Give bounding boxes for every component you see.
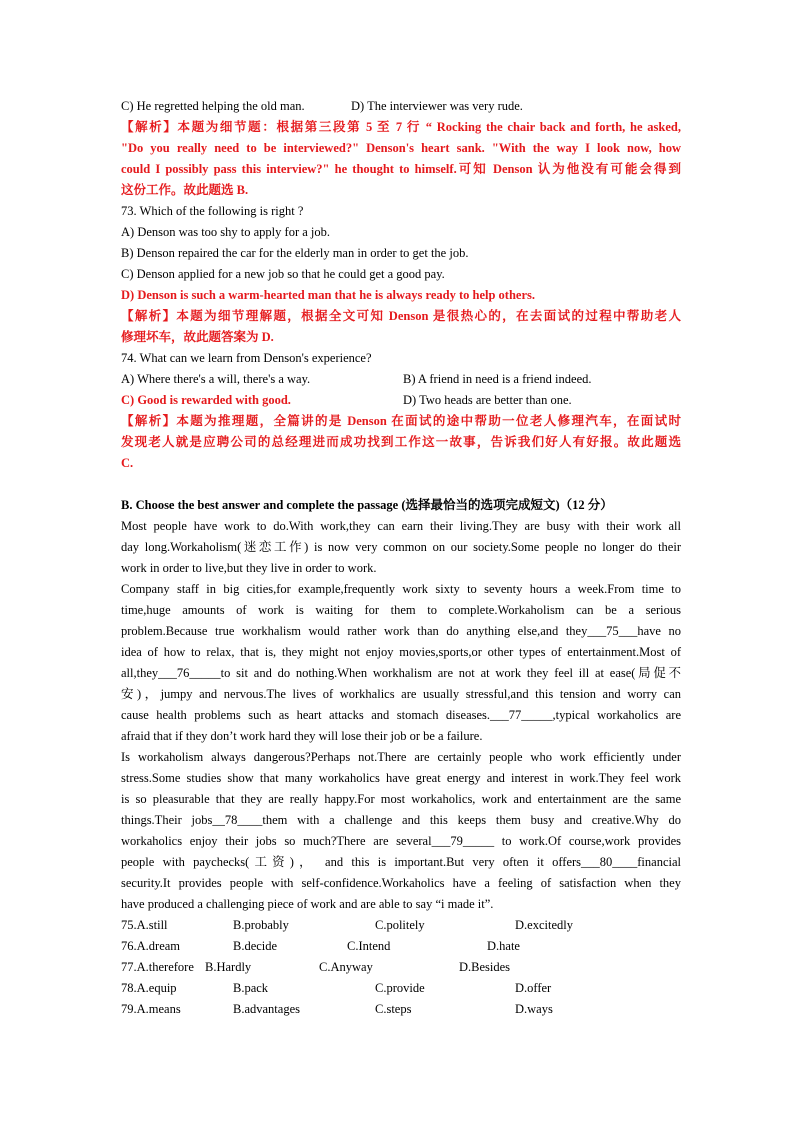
analysis-line: 发现老人就是应聘公司的总经理进而成功找到工作这一故事，告诉我们好人有好报。故此题选 <box>121 435 681 449</box>
passage-line: people with paychecks(工资)， and this is important.But very often it offers___80____financial <box>121 855 681 869</box>
analysis-line: could I possibly pass this interview?" he thought to himself.可知 Denson 认为他没有可能会得到 <box>121 162 681 176</box>
option-b: B.decide <box>233 939 278 953</box>
analysis-line: 【解析】本题为推理题，全篇讲的是 Denson 在面试的途中帮助一位老人修理汽车，在面试时 <box>121 414 681 428</box>
q73-option-c: C) Denson applied for a new job so that he could get a good pay. <box>121 267 445 281</box>
analysis-line: C. <box>121 456 134 470</box>
option-d: D.offer <box>515 981 552 995</box>
q73-option-a: A) Denson was too shy to apply for a job. <box>121 225 330 239</box>
passage-line: idea of how to relax, that is, they might not enjoy movies,sports,or other types of entertainment.Most of <box>121 645 681 659</box>
passage-line: cause health problems such as heart attacks and stomach diseases.___77_____,typical workaholics are <box>121 708 681 722</box>
option-b: B.probably <box>233 918 289 932</box>
options-row <box>121 915 681 936</box>
exam-page <box>121 96 681 1020</box>
passage-line: problem.Because true workhalism would rather work than do anything else,and they___75___have no <box>121 624 681 638</box>
passage-line: workaholics enjoy their jobs so much?There are several___79_____ to work.Of course,work provides <box>121 834 681 848</box>
analysis-line: 【解析】本题为细节题：根据第三段第 5 至 7 行 “ Rocking the chair back and forth, he asked, <box>121 120 681 134</box>
q74-analysis <box>121 411 681 474</box>
option-c: C.politely <box>375 918 425 932</box>
q73-stem: 73. Which of the following is right ? <box>121 204 304 218</box>
option-c: C.Anyway <box>319 960 373 974</box>
q74-options-cd <box>121 390 681 411</box>
q73-option-b: B) Denson repaired the car for the elderly man in order to get the job. <box>121 246 469 260</box>
analysis-line: 修理坏车，故此题答案为 D. <box>121 330 274 344</box>
option-a: 79.A.means <box>121 1002 181 1016</box>
q72-options <box>121 96 681 117</box>
option-c: C.steps <box>375 1002 412 1016</box>
passage-line: have produced a challenging piece of work and are able to say “i made it”. <box>121 897 494 911</box>
passage <box>121 516 681 915</box>
passage-line: stress.Some studies show that many workaholics have great energy and interest in work.They feel work <box>121 771 681 785</box>
passage-line: work in order to live,but they live in order to work. <box>121 561 377 575</box>
analysis-line: 【解析】本题为细节理解题，根据全文可知 Denson 是很热心的，在去面试的过程中帮助老人 <box>121 309 681 323</box>
q74-stem: 74. What can we learn from Denson's experience? <box>121 351 372 365</box>
options-row <box>121 999 681 1020</box>
options-row <box>121 978 681 999</box>
passage-line: Most people have work to do.With work,they can earn their living.They are busy with their work all <box>121 519 681 533</box>
section-b-heading: B. Choose the best answer and complete the passage (选择最恰当的选项完成短文)（12 分） <box>121 498 613 512</box>
passage-line: things.Their jobs__78____them with a challenge and this keeps them busy and creative.Why do <box>121 813 681 827</box>
option-c: C.Intend <box>347 939 391 953</box>
q74-option-c-answer: C) Good is rewarded with good. <box>121 393 291 407</box>
option-d: D.Besides <box>459 960 511 974</box>
q72-analysis <box>121 117 681 201</box>
options-row <box>121 936 681 957</box>
option-b: B.pack <box>233 981 269 995</box>
option-a: 78.A.equip <box>121 981 177 995</box>
q73-analysis <box>121 306 681 348</box>
q72-option-c: C) He regretted helping the old man. <box>121 99 305 113</box>
passage-line: time,huge amounts of work is waiting for them to complete.Workaholism can be a serious <box>121 603 681 617</box>
option-b: B.Hardly <box>205 960 252 974</box>
passage-line: 安)，jumpy and nervous.The lives of workhalics are usually stressful,and this tension and worry can <box>121 687 681 701</box>
passage-line: security.It provides people with self-confidence.Workaholics have a feeling of satisfaction when they <box>121 876 681 890</box>
analysis-line: "Do you really need to be interviewed?" Denson's heart sank. "With the way I look now, how <box>121 141 681 155</box>
passage-line: day long.Workaholism(迷恋工作) is now very common on our society.Some people no longer do their <box>121 540 681 554</box>
passage-line: is so pleasurable that they are really happy.For most workaholics, work and entertainment are the same <box>121 792 681 806</box>
q74-options-ab <box>121 369 681 390</box>
option-d: D.hate <box>487 939 520 953</box>
q72-option-d: D) The interviewer was very rude. <box>351 99 523 113</box>
option-d: D.ways <box>515 1002 553 1016</box>
option-d: D.excitedly <box>515 918 573 932</box>
passage-line: all,they___76_____to sit and do nothing.When workhalism are not at work they feel ill at ease(局促不 <box>121 666 681 680</box>
option-c: C.provide <box>375 981 425 995</box>
passage-line: Company staff in big cities,for example,frequently work sixty to seventy hours a week.From time to <box>121 582 681 596</box>
options-table <box>121 915 681 1020</box>
options-row <box>121 957 681 978</box>
option-a: 75.A.still <box>121 918 168 932</box>
q74-option-a: A) Where there's a will, there's a way. <box>121 372 311 386</box>
q74-option-b: B) A friend in need is a friend indeed. <box>403 372 592 386</box>
q73-option-d-answer: D) Denson is such a warm-hearted man that he is always ready to help others. <box>121 288 536 302</box>
passage-line: Is workaholism always dangerous?Perhaps not.There are certainly people who work efficiently under <box>121 750 681 764</box>
option-b: B.advantages <box>233 1002 300 1016</box>
analysis-line: 这份工作。故此题选 B. <box>121 183 249 197</box>
option-a: 77.A.therefore <box>121 960 194 974</box>
passage-line: afraid that if they don’t work hard they will lose their job or be a failure. <box>121 729 483 743</box>
option-a: 76.A.dream <box>121 939 181 953</box>
q74-option-d: D) Two heads are better than one. <box>403 393 572 407</box>
